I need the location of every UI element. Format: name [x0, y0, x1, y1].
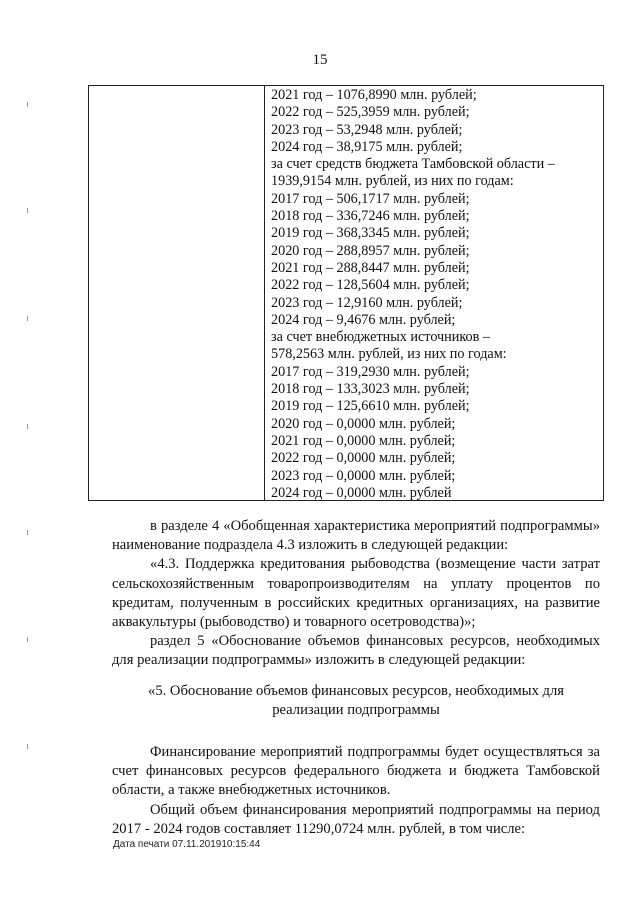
table-line: 2020 год – 288,8957 млн. рублей;: [271, 242, 470, 259]
margin-tick: [27, 102, 28, 107]
table-line: 2017 год – 319,2930 млн. рублей;: [271, 363, 470, 380]
table-line: 2019 год – 368,3345 млн. рублей;: [271, 225, 470, 242]
margin-ticks: [0, 0, 30, 905]
table-line: 2023 год – 12,9160 млн. рублей;: [271, 294, 463, 311]
financing-text: [112, 743, 600, 839]
table-line: 2018 год – 336,7246 млн. рублей;: [271, 208, 470, 225]
table-line: 1939,9154 млн. рублей, из них по годам:: [271, 173, 514, 190]
paragraph-section5: раздел 5 «Обоснование объемов финансовых ресурсов, необходимых для реализации подпрограммы» изложить в следующей редакции:: [112, 633, 600, 669]
amendment-text: [112, 517, 600, 671]
table-line: 2022 год – 0,0000 млн. рублей;: [271, 450, 456, 467]
table-line: 2024 год – 38,9175 млн. рублей;: [271, 138, 463, 155]
section-heading: «5. Обоснование объемов финансовых ресурсов, необходимых для реализации подпрограммы: [148, 683, 564, 719]
print-date: Дата печати 07.11.201910:15:44: [113, 839, 261, 850]
paragraph-financing-total: Общий объем финансирования мероприятий подпрограммы на период 2017 - 2024 годов составляет 11290,0724 млн. рублей, в том числе:: [112, 801, 600, 837]
paragraph-section4: в разделе 4 «Обобщенная характеристика мероприятий подпрограммы» наименование подраздела 4.3 изложить в следующей редакции:: [112, 518, 600, 554]
margin-tick: [27, 424, 28, 429]
table-line: 2024 год – 9,4676 млн. рублей;: [271, 311, 456, 328]
table-line: 2021 год – 1076,8990 млн. рублей;: [271, 87, 477, 103]
table-line: 2021 год – 288,8447 млн. рублей;: [271, 259, 470, 276]
financing-table: [88, 85, 604, 501]
margin-tick: [27, 208, 28, 213]
table-left-cell: [89, 86, 265, 500]
table-line: за счет внебюджетных источников –: [271, 329, 490, 346]
table-line: 2019 год – 125,6610 млн. рублей;: [271, 398, 470, 415]
margin-tick: [27, 637, 28, 642]
paragraph-subsection-4-3: «4.3. Поддержка кредитования рыбоводства (возмещение части затрат сельскохозяйственным товаропроизводителям на уплату процентов по кредитам, полученным в российских кредитных организациях, на развитие аквакультуры (рыбоводство) и товарного осетроводства)»;: [112, 556, 600, 631]
table-line: 2023 год – 53,2948 млн. рублей;: [271, 121, 463, 138]
table-line: 2020 год – 0,0000 млн. рублей;: [271, 415, 456, 432]
table-right-cell: [265, 86, 603, 500]
table-line: 578,2563 млн. рублей, из них по годам:: [271, 346, 507, 363]
margin-tick: [27, 744, 28, 749]
table-line: 2018 год – 133,3023 млн. рублей;: [271, 381, 470, 398]
margin-tick: [27, 316, 28, 321]
table-line: 2024 год – 0,0000 млн. рублей: [271, 484, 452, 501]
table-line: 2021 год – 0,0000 млн. рублей;: [271, 432, 456, 449]
table-line: за счет средств бюджета Тамбовской области –: [271, 156, 555, 173]
margin-tick: [27, 530, 28, 535]
paragraph-financing-sources: Финансирование мероприятий подпрограммы будет осуществляться за счет финансовых ресурсов федерального бюджета и бюджета Тамбовской области, а также внебюджетных источников.: [112, 744, 600, 799]
table-line: 2022 год – 525,3959 млн. рублей;: [271, 104, 470, 121]
page-number: 15: [312, 52, 328, 68]
table-line: 2022 год – 128,5604 млн. рублей;: [271, 277, 470, 294]
table-line: 2017 год – 506,1717 млн. рублей;: [271, 190, 470, 207]
table-line: 2023 год – 0,0000 млн. рублей;: [271, 467, 456, 484]
